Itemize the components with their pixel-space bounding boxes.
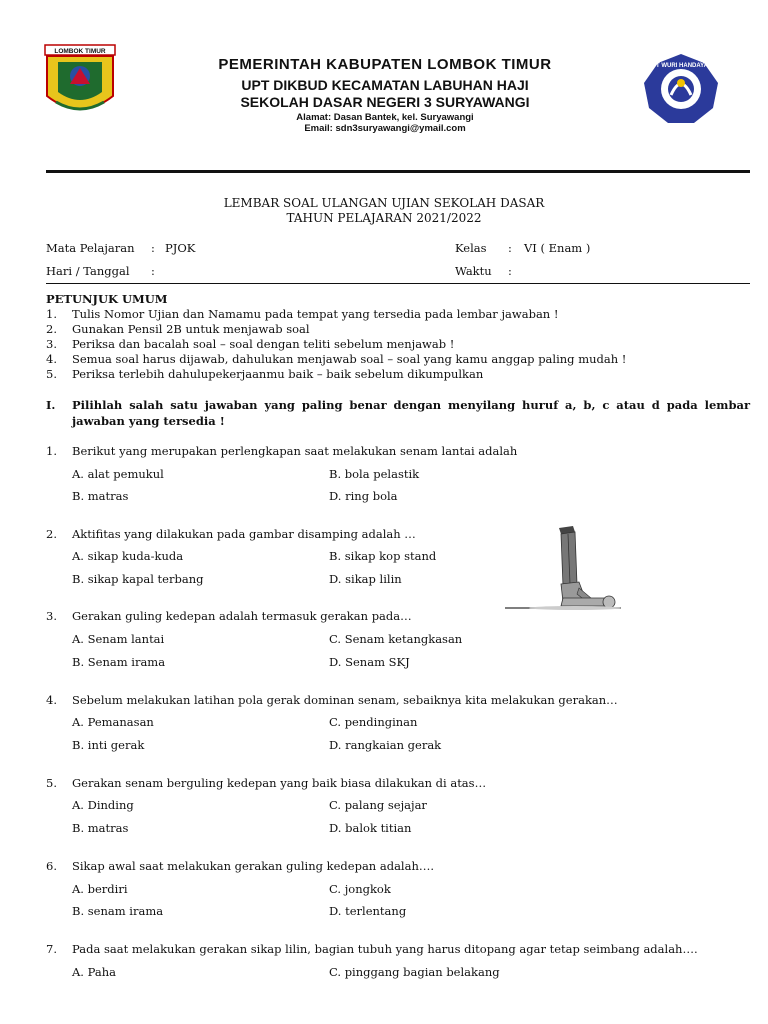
option: D. rangkaian gerak xyxy=(329,738,442,752)
kelas-sep: : xyxy=(508,241,512,255)
option: C. pendinginan xyxy=(329,715,418,729)
waktu-sep: : xyxy=(508,264,512,278)
header-address: Alamat: Dasan Bantek, kel. Suryawangi xyxy=(296,112,474,123)
question-number: 1. xyxy=(46,444,57,458)
option: D. terlentang xyxy=(329,904,407,918)
header-government: PEMERINTAH KABUPATEN LOMBOK TIMUR xyxy=(218,56,552,73)
petunjuk-item: Tulis Nomor Ujian dan Namamu pada tempat yang tersedia pada lembar jawaban ! xyxy=(72,307,559,321)
svg-text:TUT WURI HANDAYANI: TUT WURI HANDAYANI xyxy=(648,63,714,69)
header-upt: UPT DIKBUD KECAMATAN LABUHAN HAJI xyxy=(241,77,529,93)
option: A. sikap kuda-kuda xyxy=(72,549,184,563)
option: A. Paha xyxy=(72,965,116,979)
question-number: 4. xyxy=(46,693,57,707)
petunjuk-num: 3. xyxy=(46,337,57,351)
info-divider xyxy=(46,283,750,284)
option: D. sikap lilin xyxy=(329,572,402,586)
question-text: Gerakan guling kedepan adalah termasuk gerakan pada… xyxy=(72,609,412,623)
svg-text:LOMBOK TIMUR: LOMBOK TIMUR xyxy=(54,48,106,55)
question-number: 5. xyxy=(46,776,57,790)
petunjuk-item: Gunakan Pensil 2B untuk menjawab soal xyxy=(72,322,310,336)
option: D. ring bola xyxy=(329,489,398,503)
petunjuk-num: 2. xyxy=(46,322,57,336)
option: B. Senam irama xyxy=(72,655,166,669)
question-text: Pada saat melakukan gerakan sikap lilin, bagian tubuh yang harus ditopang agar tetap seimbang adalah…. xyxy=(72,942,698,956)
question-number: 2. xyxy=(46,527,57,541)
petunjuk-heading: PETUNJUK UMUM xyxy=(46,292,168,306)
option: A. Dinding xyxy=(72,798,134,812)
header-school: SEKOLAH DASAR NEGERI 3 SURYAWANGI xyxy=(240,94,530,110)
question-text: Aktifitas yang dilakukan pada gambar disamping adalah … xyxy=(72,527,416,541)
option: B. matras xyxy=(72,821,129,835)
petunjuk-num: 4. xyxy=(46,352,57,366)
option: B. sikap kapal terbang xyxy=(72,572,204,586)
option: A. alat pemukul xyxy=(72,467,164,481)
tut-wuri-handayani-logo xyxy=(641,53,721,125)
mapel-value: PJOK xyxy=(165,241,196,255)
question-number: 6. xyxy=(46,859,57,873)
petunjuk-item: Periksa dan bacalah soal – soal dengan teliti sebelum menjawab ! xyxy=(72,337,455,351)
petunjuk-num: 5. xyxy=(46,367,57,381)
kelas-label: Kelas xyxy=(455,241,487,255)
option: C. jongkok xyxy=(329,882,391,896)
hari-label: Hari / Tanggal xyxy=(46,264,130,278)
candle-pose-illustration xyxy=(503,524,623,612)
mapel-sep: : xyxy=(151,241,155,255)
petunjuk-num: 1. xyxy=(46,307,57,321)
petunjuk-item: Semua soal harus dijawab, dahulukan menjawab soal – soal yang kamu anggap paling mudah ! xyxy=(72,352,627,366)
question-text: Sikap awal saat melakukan gerakan guling kedepan adalah…. xyxy=(72,859,435,873)
section-number: I. xyxy=(46,398,56,412)
option: B. sikap kop stand xyxy=(329,549,437,563)
question-number: 7. xyxy=(46,942,57,956)
question-number: 3. xyxy=(46,609,57,623)
option: B. matras xyxy=(72,489,129,503)
hari-sep: : xyxy=(151,264,155,278)
petunjuk-item: Periksa terlebih dahulupekerjaanmu baik – baik sebelum dikumpulkan xyxy=(72,367,484,381)
question-text: Berikut yang merupakan perlengkapan saat melakukan senam lantai adalah xyxy=(72,444,518,458)
option: C. pinggang bagian belakang xyxy=(329,965,500,979)
question-text: Sebelum melakukan latihan pola gerak dominan senam, sebaiknya kita melakukan gerakan… xyxy=(72,693,618,707)
option: C. palang sejajar xyxy=(329,798,427,812)
option: D. Senam SKJ xyxy=(329,655,410,669)
question-text: Gerakan senam berguling kedepan yang baik biasa dilakukan di atas… xyxy=(72,776,487,790)
exam-year: TAHUN PELAJARAN 2021/2022 xyxy=(286,211,482,225)
option: A. berdiri xyxy=(72,882,128,896)
lombok-timur-logo xyxy=(44,44,116,122)
section-instruction: Pilihlah salah satu jawaban yang paling benar dengan menyilang huruf a, b, c atau d pada lembar jawaban yang tersedia ! xyxy=(72,398,750,428)
header-divider xyxy=(46,170,750,173)
header-email: Email: sdn3suryawangi@ymail.com xyxy=(304,123,466,134)
option: B. senam irama xyxy=(72,904,164,918)
kelas-value: VI ( Enam ) xyxy=(524,241,591,255)
mapel-label: Mata Pelajaran xyxy=(46,241,135,255)
option: B. bola pelastik xyxy=(329,467,420,481)
option: A. Senam lantai xyxy=(72,632,165,646)
option: A. Pemanasan xyxy=(72,715,154,729)
exam-title: LEMBAR SOAL ULANGAN UJIAN SEKOLAH DASAR xyxy=(223,196,545,210)
option: D. balok titian xyxy=(329,821,412,835)
waktu-label: Waktu xyxy=(455,264,492,278)
option: C. Senam ketangkasan xyxy=(329,632,463,646)
option: B. inti gerak xyxy=(72,738,145,752)
